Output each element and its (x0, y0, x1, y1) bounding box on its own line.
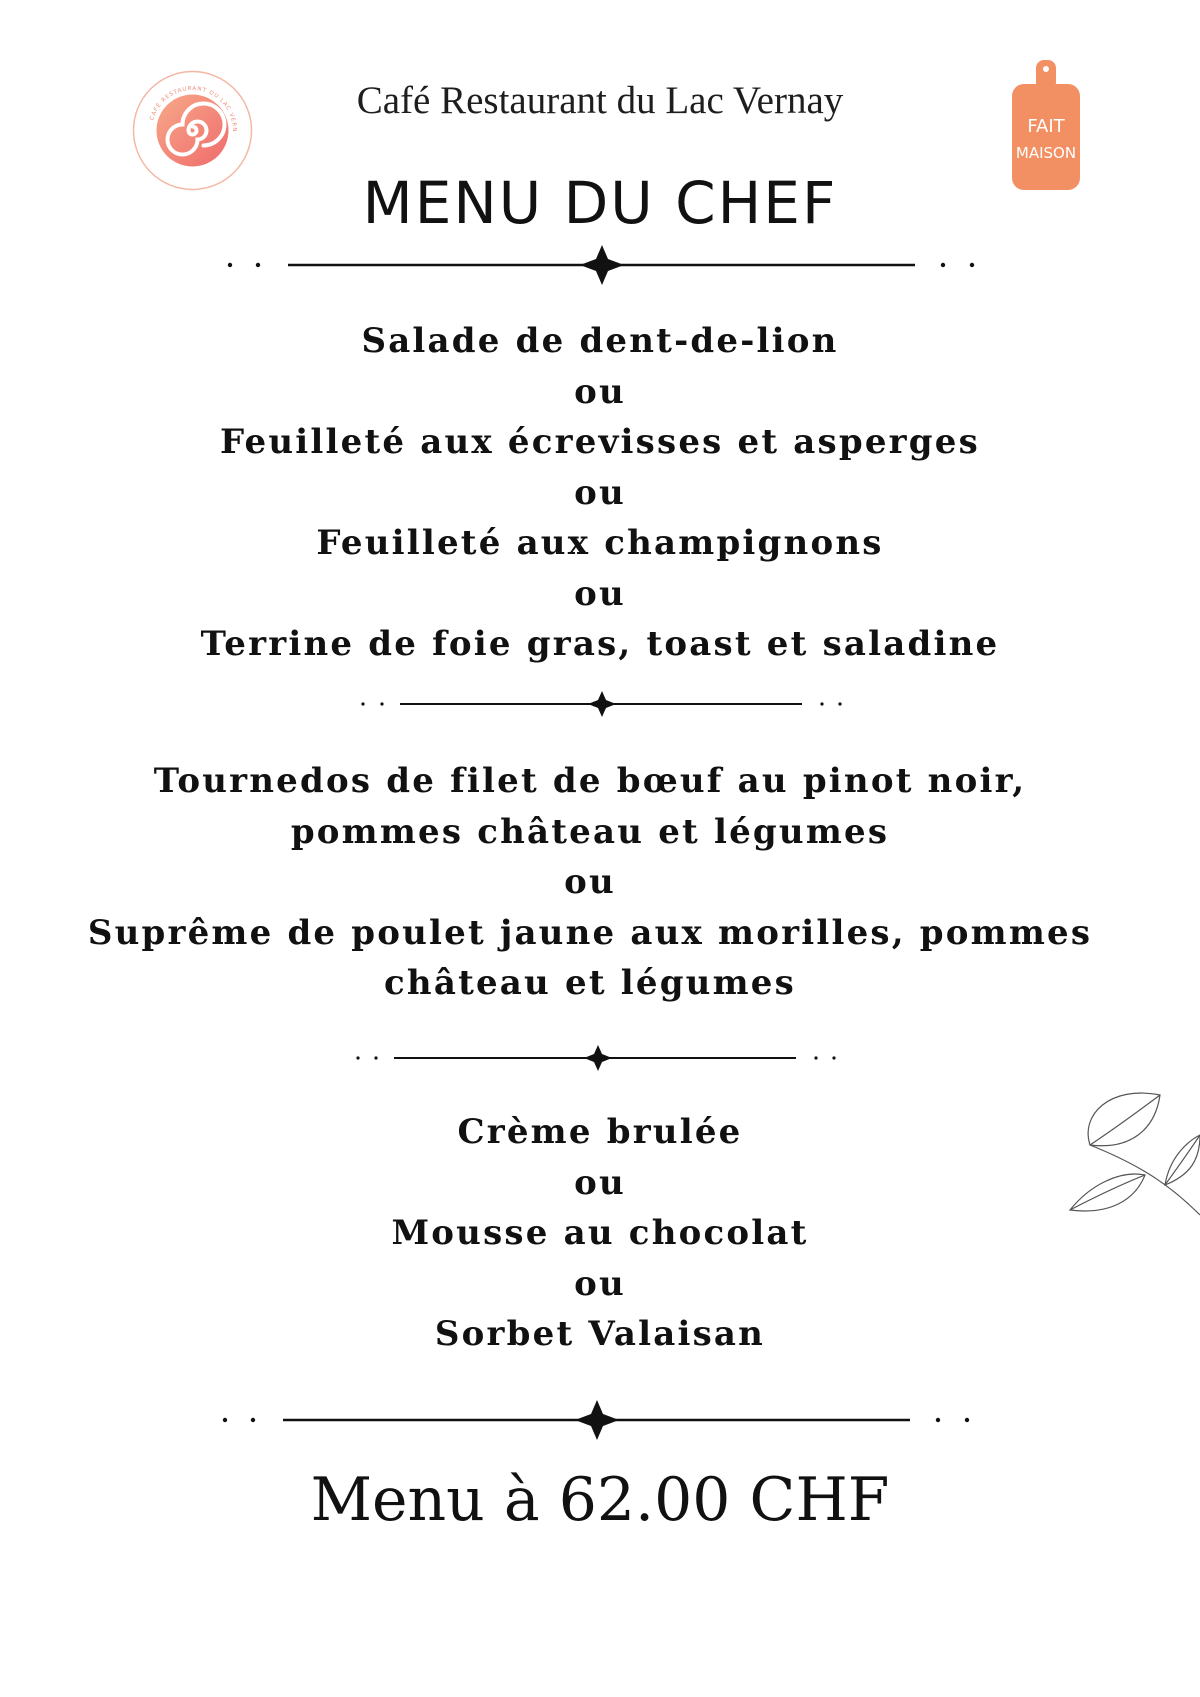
menu-item: Suprême de poulet jaune aux morilles, pommes (87, 912, 1093, 953)
svg-text:CAFÉ RESTAURANT DU LAC VERNAY: CAFÉ RESTAURANT DU LAC VERN (149, 85, 238, 133)
menu-item: Feuilleté aux écrevisses et asperges (220, 422, 980, 462)
separator-ou: ou (574, 1162, 626, 1203)
menu-item: Tournedos de filet de bœuf au pinot noir, (153, 761, 1027, 801)
menu-item: Salade de dent-de-lion (361, 321, 839, 361)
ornament-divider-icon (0, 690, 1200, 718)
restaurant-name: Café Restaurant du Lac Vernay (356, 79, 844, 122)
menu-item: pommes château et légumes (290, 811, 890, 852)
fait-text: FAIT (1027, 116, 1065, 137)
desserts-list (0, 1107, 1200, 1360)
separator-ou: ou (574, 371, 626, 412)
divider-top (0, 245, 1200, 285)
menu-item: Sorbet Valaisan (434, 1314, 766, 1354)
separator-ou: ou (574, 573, 626, 614)
divider-bottom (0, 1400, 1195, 1440)
separator-ou: ou (574, 1263, 626, 1304)
leaf-branch-illustration (1050, 1075, 1200, 1229)
separator-ou: ou (574, 472, 626, 513)
separator-ou: ou (564, 862, 616, 902)
menu-item: Terrine de foie gras, toast et saladine (200, 624, 1000, 664)
menu-price: Menu à 62.00 CHF (310, 1465, 890, 1535)
mains-list (0, 756, 1190, 1009)
ornament-divider-icon (0, 1044, 1196, 1072)
starters-list (0, 316, 1200, 670)
divider-starters (0, 690, 1200, 718)
menu-item: Feuilleté aux champignons (316, 523, 884, 563)
menu-item: château et légumes (384, 963, 796, 1003)
menu-title: MENU DU CHEF (362, 169, 838, 237)
divider-mains (0, 1044, 1196, 1072)
ornament-divider-icon (0, 245, 1200, 285)
menu-item: Crème brulée (457, 1112, 743, 1152)
leaf-branch-icon (1050, 1075, 1200, 1225)
menu-item: Mousse au chocolat (391, 1213, 809, 1253)
maison-text: MAISON (1015, 144, 1077, 162)
ornament-divider-icon (0, 1400, 1195, 1440)
